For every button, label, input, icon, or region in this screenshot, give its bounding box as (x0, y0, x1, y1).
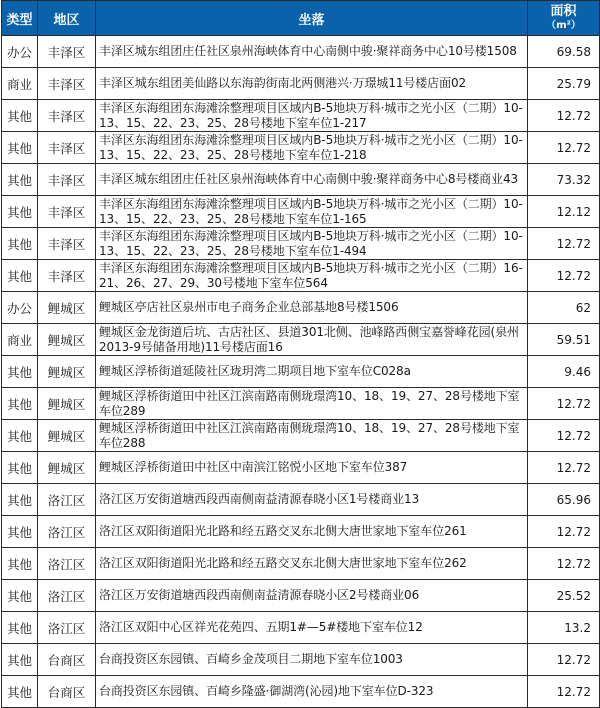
cell-area: 12.72 (528, 548, 600, 580)
cell-address: 洛江区万安街道塘西段西南侧南益清源春晓小区1号楼商业13 (96, 484, 528, 516)
cell-area: 13.2 (528, 612, 600, 644)
cell-district: 鲤城区 (38, 356, 96, 388)
cell-district: 丰泽区 (38, 36, 96, 68)
cell-address: 洛江区万安街道塘西段西南侧南益清源春晓小区2号楼商业06 (96, 580, 528, 612)
cell-area: 25.79 (528, 68, 600, 100)
header-area-unit: （m²） (546, 19, 581, 31)
table-header-row (2, 1, 600, 36)
cell-address: 丰泽区东海组团东海滩涂整理项目区域内B-5地块万科·城市之光小区（二期）16-21、26、27、29、30号楼地下室车位564 (96, 260, 528, 292)
table-row (2, 292, 600, 324)
cell-type: 其他 (2, 228, 38, 260)
cell-area: 12.72 (528, 100, 600, 132)
table-row (2, 132, 600, 164)
cell-type: 其他 (2, 100, 38, 132)
cell-type: 其他 (2, 356, 38, 388)
cell-district: 洛江区 (38, 548, 96, 580)
cell-type: 其他 (2, 548, 38, 580)
cell-type: 其他 (2, 644, 38, 676)
cell-address: 鲤城区亭店社区泉州市电子商务企业总部基地8号楼1506 (96, 292, 528, 324)
cell-area: 12.72 (528, 452, 600, 484)
cell-district: 鲤城区 (38, 420, 96, 452)
header-type: 类型 (2, 1, 38, 36)
cell-district: 鲤城区 (38, 452, 96, 484)
cell-address: 洛江区双阳街道阳光北路和经五路交叉东北侧大唐世家地下室车位262 (96, 548, 528, 580)
table-body (2, 36, 600, 708)
table-row (2, 612, 600, 644)
cell-type: 其他 (2, 516, 38, 548)
property-listing-table (1, 0, 600, 708)
cell-area: 12.12 (528, 196, 600, 228)
cell-district: 洛江区 (38, 580, 96, 612)
cell-address: 丰泽区城东组团庄任社区泉州海峡体育中心南侧中骏·聚祥商务中心8号楼商业43 (96, 164, 528, 196)
cell-address: 鲤城区浮桥街道田中社区中南滨江铭悦小区地下室车位387 (96, 452, 528, 484)
table-row (2, 100, 600, 132)
cell-type: 其他 (2, 676, 38, 708)
cell-area: 12.72 (528, 676, 600, 708)
table-row (2, 164, 600, 196)
cell-address: 丰泽区东海组团东海滩涂整理项目区域内B-5地块万科·城市之光小区（二期）10-13、15、22、23、25、28号楼地下室车位1-165 (96, 196, 528, 228)
cell-type: 其他 (2, 196, 38, 228)
cell-address: 台商投资区东园镇、百崎乡金茂项目二期地下室车位1003 (96, 644, 528, 676)
cell-district: 鲤城区 (38, 388, 96, 420)
cell-area: 12.72 (528, 388, 600, 420)
header-address: 坐落 (96, 1, 528, 36)
cell-area: 12.72 (528, 132, 600, 164)
table-row (2, 452, 600, 484)
cell-address: 鲤城区金龙街道后坑、古店社区、县道301北侧、池峰路西侧宝嘉誉峰花园(泉州2013-9号储备用地)11号楼店面16 (96, 324, 528, 356)
cell-district: 鲤城区 (38, 324, 96, 356)
cell-type: 商业 (2, 68, 38, 100)
cell-type: 其他 (2, 420, 38, 452)
table-row (2, 68, 600, 100)
table-row (2, 260, 600, 292)
cell-address: 鲤城区浮桥街道田中社区江滨南路南侧珑璟湾10、18、19、27、28号楼地下室车位289 (96, 388, 528, 420)
table-row (2, 324, 600, 356)
cell-district: 洛江区 (38, 612, 96, 644)
table-row (2, 580, 600, 612)
cell-district: 鲤城区 (38, 292, 96, 324)
cell-district: 丰泽区 (38, 260, 96, 292)
cell-district: 丰泽区 (38, 228, 96, 260)
cell-district: 丰泽区 (38, 164, 96, 196)
cell-district: 洛江区 (38, 484, 96, 516)
table-row (2, 548, 600, 580)
table-row (2, 484, 600, 516)
cell-type: 其他 (2, 580, 38, 612)
cell-area: 62 (528, 292, 600, 324)
cell-district: 台商区 (38, 676, 96, 708)
cell-type: 办公 (2, 36, 38, 68)
cell-area: 9.46 (528, 356, 600, 388)
cell-area: 12.72 (528, 516, 600, 548)
cell-address: 丰泽区东海组团东海滩涂整理项目区域内B-5地块万科·城市之光小区（二期）10-13、15、22、23、25、28号楼地下室车位1-218 (96, 132, 528, 164)
header-area (528, 1, 600, 36)
cell-type: 其他 (2, 260, 38, 292)
cell-district: 洛江区 (38, 516, 96, 548)
cell-address: 洛江区双阳中心区祥光花苑四、五期1#—5#楼地下室车位12 (96, 612, 528, 644)
cell-area: 12.72 (528, 644, 600, 676)
table-row (2, 356, 600, 388)
cell-district: 丰泽区 (38, 196, 96, 228)
cell-type: 其他 (2, 164, 38, 196)
cell-district: 丰泽区 (38, 68, 96, 100)
cell-address: 鲤城区浮桥街道延陵社区珑玥湾二期项目地下室车位C028a (96, 356, 528, 388)
cell-area: 59.51 (528, 324, 600, 356)
cell-area: 12.72 (528, 260, 600, 292)
cell-type: 其他 (2, 388, 38, 420)
cell-address: 丰泽区城东组团庄任社区泉州海峡体育中心南侧中骏·聚祥商务中心10号楼1508 (96, 36, 528, 68)
table-row (2, 676, 600, 708)
cell-area: 65.96 (528, 484, 600, 516)
cell-type: 办公 (2, 292, 38, 324)
cell-area: 12.72 (528, 420, 600, 452)
cell-type: 其他 (2, 612, 38, 644)
cell-area: 69.58 (528, 36, 600, 68)
cell-address: 台商投资区东园镇、百崎乡隆盛·御湖湾(沁园)地下室车位D-323 (96, 676, 528, 708)
table-row (2, 420, 600, 452)
table-row (2, 516, 600, 548)
cell-address: 洛江区双阳街道阳光北路和经五路交叉东北侧大唐世家地下室车位261 (96, 516, 528, 548)
table-row (2, 196, 600, 228)
cell-address: 丰泽区东海组团东海滩涂整理项目区域内B-5地块万科·城市之光小区（二期）10-13、15、22、23、25、28号楼地下室车位1-217 (96, 100, 528, 132)
cell-district: 丰泽区 (38, 100, 96, 132)
cell-area: 73.32 (528, 164, 600, 196)
cell-district: 台商区 (38, 644, 96, 676)
header-area-label: 面积 (550, 3, 577, 19)
cell-type: 其他 (2, 452, 38, 484)
cell-address: 鲤城区浮桥街道田中社区江滨南路南侧珑璟湾10、18、19、27、28号楼地下室车位288 (96, 420, 528, 452)
cell-area: 25.52 (528, 580, 600, 612)
cell-address: 丰泽区东海组团东海滩涂整理项目区域内B-5地块万科·城市之光小区（二期）10-13、15、22、23、25、28号楼地下室车位1-494 (96, 228, 528, 260)
cell-type: 其他 (2, 132, 38, 164)
table-row (2, 228, 600, 260)
table-row (2, 644, 600, 676)
cell-type: 其他 (2, 484, 38, 516)
table-row (2, 36, 600, 68)
cell-district: 丰泽区 (38, 132, 96, 164)
cell-area: 12.72 (528, 228, 600, 260)
header-district: 地区 (38, 1, 96, 36)
table-row (2, 388, 600, 420)
cell-address: 丰泽区城东组团美仙路以东海韵街南北两侧港兴·万璟城11号楼店面02 (96, 68, 528, 100)
cell-type: 商业 (2, 324, 38, 356)
